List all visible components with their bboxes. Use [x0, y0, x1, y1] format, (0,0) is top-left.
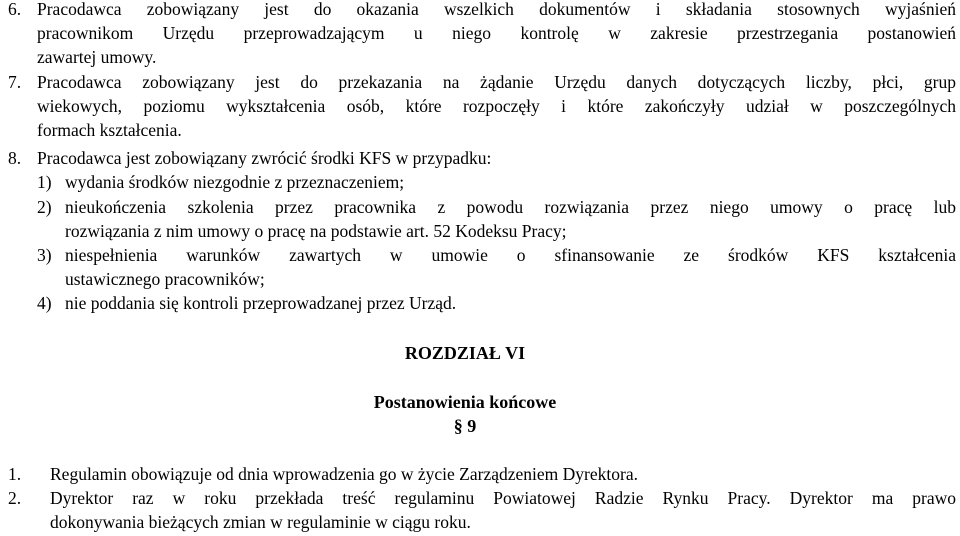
paragraph-line: wiekowych, poziomu wykształcenia osób, które rozpoczęły i które zakończyły udział w poszczególnych: [37, 96, 956, 116]
paragraph-number: 7.: [8, 72, 22, 92]
paragraph-7: [0, 70, 956, 142]
list-item-4: [0, 291, 956, 315]
paragraph-line: dokonywania bieżących zmian w regulaminie w ciągu roku.: [50, 512, 471, 532]
list-item-3: [0, 243, 956, 291]
list-line: rozwiązania z nim umowy o pracę na podstawie art. 52 Kodeksu Pracy;: [65, 221, 567, 241]
list-line: nieukończenia szkolenia przez pracownika z powodu rozwiązania przez niego umowy o pracę lub: [65, 197, 956, 217]
list-number: 1): [37, 172, 52, 192]
paragraph-number: 1.: [8, 464, 22, 484]
paragraph-line: Pracodawca zobowiązany jest do przekazania na żądanie Urzędu danych dotyczących liczby, płci, grup: [37, 72, 956, 92]
list-number: 3): [37, 245, 52, 265]
list-line: niespełnienia warunków zawartych w umowie o sfinansowanie ze środków KFS kształcenia: [65, 245, 956, 265]
final-paragraph-2: [0, 486, 956, 534]
section-number: § 9: [453, 416, 477, 436]
chapter-subtitle: Postanowienia końcowe: [373, 392, 557, 412]
paragraph-line: Regulamin obowiązuje od dnia wprowadzenia go w życie Zarządzeniem Dyrektora.: [50, 464, 638, 484]
paragraph-number: 2.: [8, 488, 22, 508]
paragraph-line: pracownikom Urzędu przeprowadzającym u niego kontrolę w zakresie przestrzegania postanowień: [37, 23, 956, 43]
list-number: 4): [37, 293, 52, 313]
list-item-2: [0, 195, 956, 243]
paragraph-line: zawartej umowy.: [37, 47, 157, 67]
chapter-title: ROZDZIAŁ VI: [404, 343, 526, 363]
paragraph-number: 8.: [8, 148, 22, 168]
paragraph-line: Dyrektor raz w roku przekłada treść regulaminu Powiatowej Radzie Rynku Pracy. Dyrektor ma prawo: [50, 488, 956, 508]
final-paragraph-1: [0, 462, 956, 486]
paragraph-line: Pracodawca zobowiązany jest do okazania wszelkich dokumentów i składania stosownych wyjaśnień: [37, 0, 956, 19]
paragraph-line: formach kształcenia.: [37, 120, 182, 140]
paragraph-6: [0, 0, 956, 69]
list-item-1: [0, 170, 956, 194]
list-line: wydania środków niezgodnie z przeznaczeniem;: [65, 172, 405, 192]
list-number: 2): [37, 197, 52, 217]
paragraph-8: [0, 146, 956, 170]
list-line: nie poddania się kontroli przeprowadzanej przez Urząd.: [65, 293, 457, 313]
paragraph-number: 6.: [8, 0, 22, 19]
list-line: ustawicznego pracowników;: [65, 269, 265, 289]
paragraph-intro: Pracodawca jest zobowiązany zwrócić środki KFS w przypadku:: [37, 148, 492, 168]
